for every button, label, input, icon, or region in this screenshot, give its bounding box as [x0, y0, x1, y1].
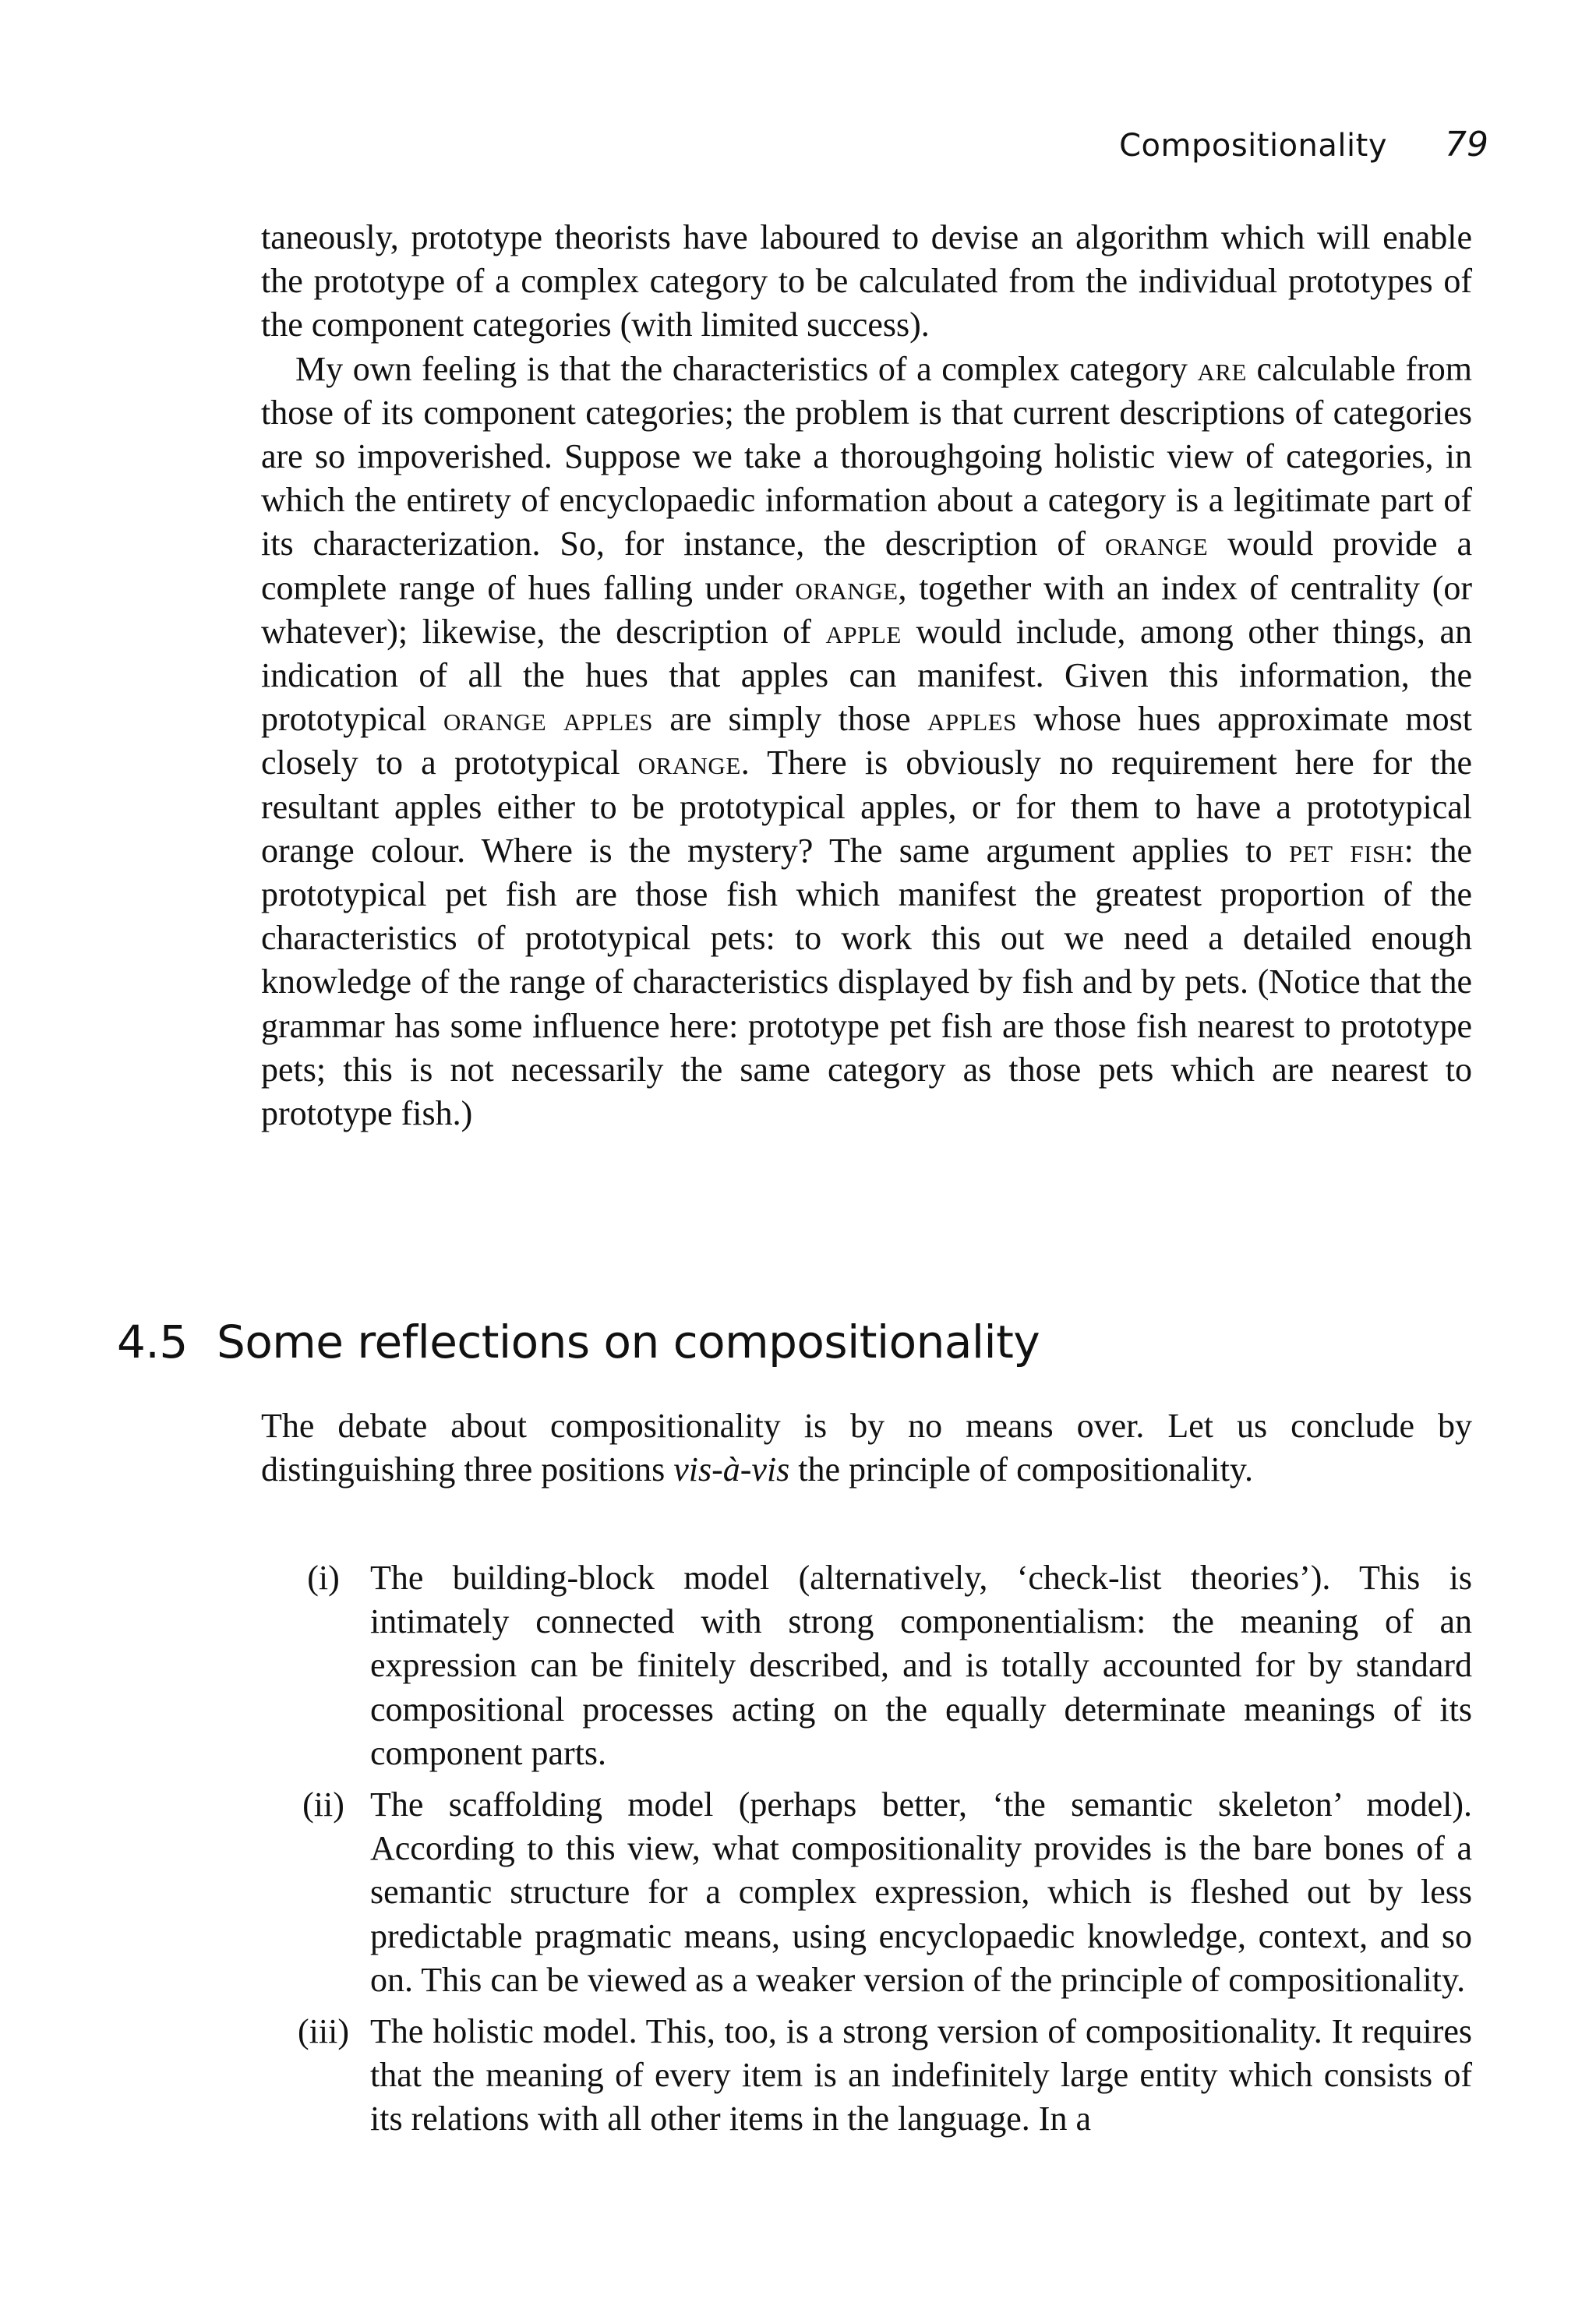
list-marker: (ii) [302, 1785, 344, 1824]
italic-term: vis-à-vis [673, 1450, 790, 1489]
paragraph-continuation: taneously, prototype theorists have laboured to devise an algorithm which will enable the prototype of a complex category to be calculated from the individual prototypes of the component categories (with limited success). [261, 218, 1472, 344]
text-run: The debate about compositionality is by no means over. Let us conclude by distinguishing three positions [261, 1407, 1472, 1489]
text-run: My own feeling is that the characteristics of a complex category [295, 349, 1198, 388]
section-heading [117, 1315, 1473, 1368]
text-run: would provide a complete range of hues falling under [261, 524, 1472, 607]
paragraph-debate [261, 1404, 1472, 1492]
text-run: are simply those [653, 700, 927, 739]
small-caps-term: orange [637, 743, 741, 782]
list-marker: (iii) [298, 2012, 349, 2051]
running-header [1119, 125, 1488, 164]
section-title: Some reflections on compositionality [217, 1315, 1040, 1368]
text-run: calculable from those of its component categories; the problem is that current descriptions of categories are so impoverished. Suppose we take a thoroughgoing holistic view of categories, in which the entirety of encyclopaedic information about a category is a legitimate part of its characterization. So, for instance, the description of [261, 349, 1472, 563]
list-item-text: The scaffolding model (perhaps better, ‘the semantic skeleton’ model). According to this view, what compositionality provides is the bare bones of a semantic structure for a complex expression, which is fleshed out by less predictable pragmatic means, using encyclopaedic knowledge, context, and so on. This can be viewed as a weaker version of the principle of compositionality. [370, 1785, 1472, 1999]
text-run: , together with an index of centrality (or whatever); likewise, the description of [261, 568, 1472, 651]
small-caps-term: apples [927, 700, 1017, 739]
list-item-text: The holistic model. This, too, is a strong version of compositionality. It requires that the meaning of every item is an indefinitely large entity which consists of its relations with all other items in the language. In a [370, 2012, 1472, 2138]
positions-list [261, 1556, 1472, 2149]
list-item [261, 1783, 1472, 2002]
paragraph-prototype-calculation [261, 216, 1472, 1135]
running-title: Compositionality [1119, 128, 1387, 164]
section-number: 4.5 [117, 1315, 188, 1368]
text-run: would include, among other things, an indication of all the hues that apples can manifest. Given this information, the prototypical [261, 612, 1472, 739]
list-item [261, 2010, 1472, 2142]
small-caps-term: orange [795, 568, 899, 607]
small-caps-term: are [1197, 349, 1247, 388]
text-run: . There is obviously no requirement here for the resultant apples either to be prototypical apples, or for them to have a prototypical orange colour. Where is the mystery? The same argument applies to [261, 743, 1472, 870]
paragraph-holistic-view [261, 348, 1472, 1136]
text-run: whose hues approximate most closely to a prototypical [261, 700, 1473, 782]
small-caps-term: orange [1105, 524, 1209, 563]
list-item-text: The building-block model (alternatively, ‘check-list theories’). This is intimately connected with strong componentialism: the meaning of an expression can be finitely described, and is totally accounted for by standard compositional processes acting on the equally determinate meanings of its component parts. [370, 1559, 1472, 1772]
page-number: 79 [1445, 125, 1488, 164]
small-caps-term: apple [825, 612, 902, 651]
small-caps-term: orange apples [443, 700, 654, 739]
text-run: : the prototypical pet fish are those fish which manifest the greatest proportion of the characteristics of prototypical pets: to work this out we need a detailed enough knowledge of the range of characteristics displayed by fish and by pets. (Notice that the grammar has some influence here: prototype pet fish are those fish nearest to prototype pets; this is not necessarily the same category as those pets which are nearest to prototype fish.) [261, 831, 1472, 1133]
small-caps-term: pet fish [1288, 831, 1404, 870]
text-run: the principle of compositionality. [789, 1450, 1253, 1489]
paragraph-text [261, 1404, 1472, 1492]
list-item [261, 1556, 1472, 1775]
list-marker: (i) [307, 1559, 340, 1597]
